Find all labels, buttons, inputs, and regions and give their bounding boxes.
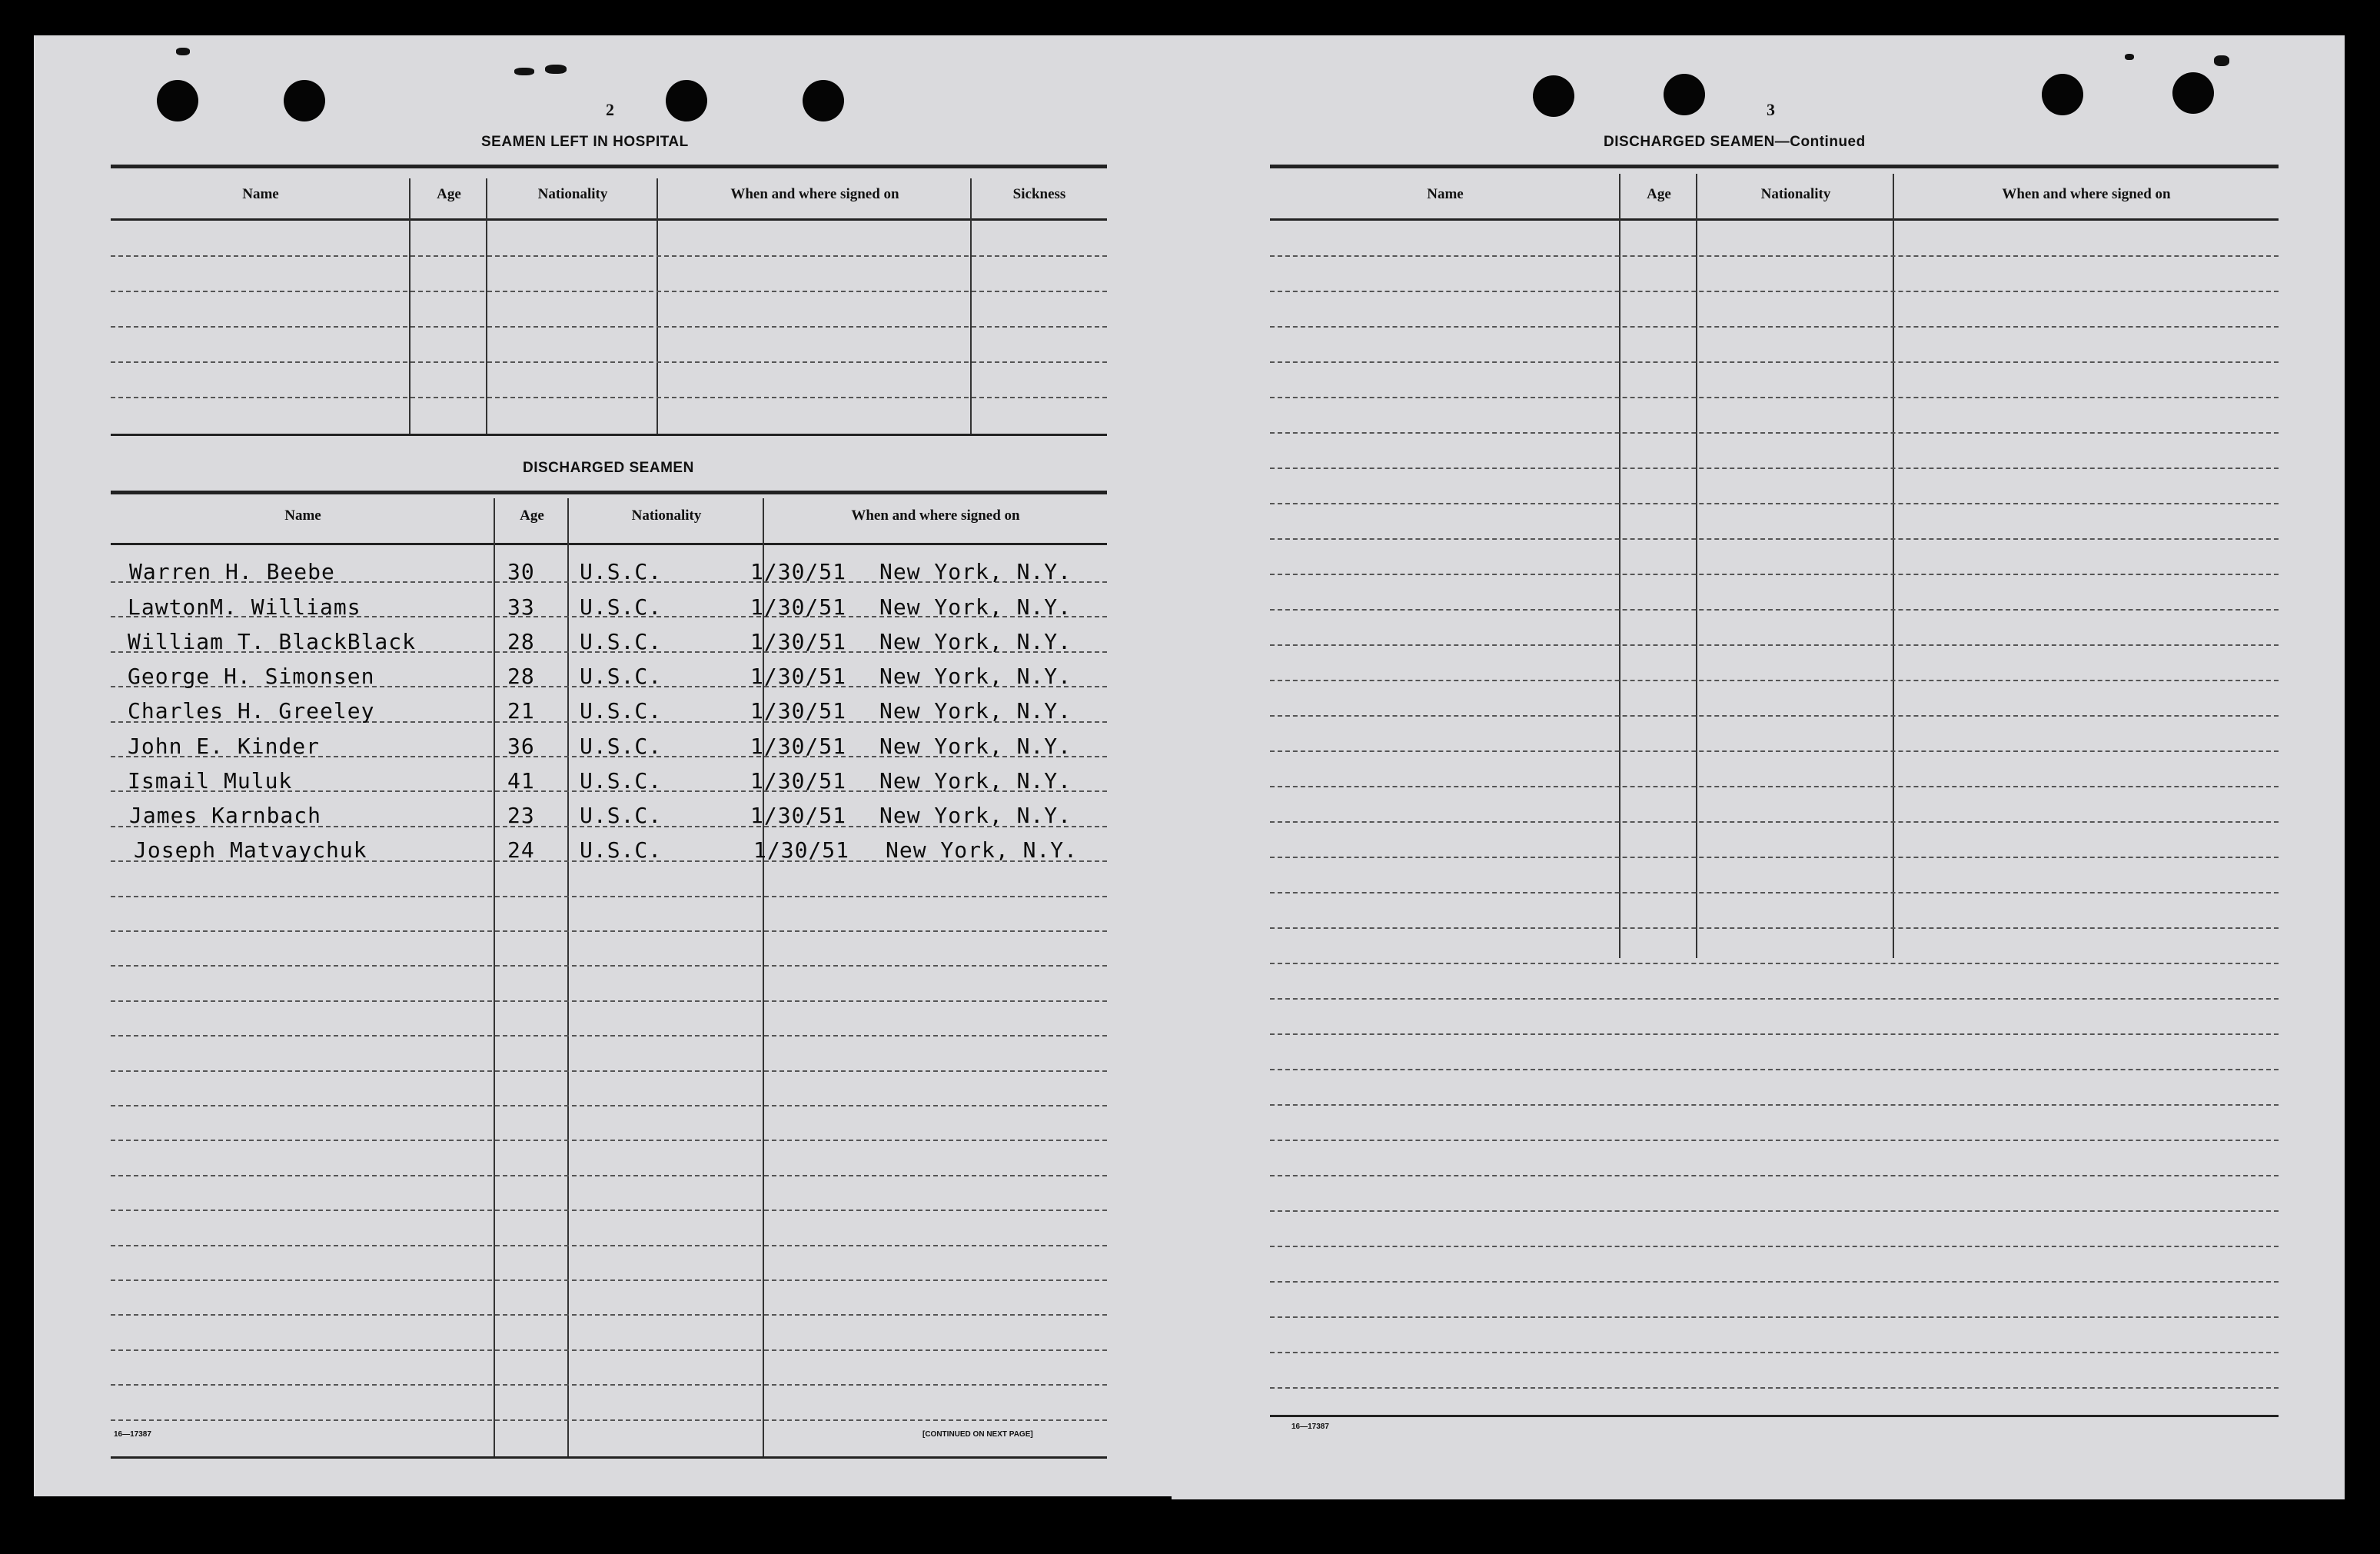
punch-hole [2042,74,2083,115]
row-place: New York, N.Y. [879,629,1072,654]
ruled-line [1270,892,2279,893]
row-nationality: U.S.C. [580,594,663,620]
ruled-line [111,1419,1107,1421]
ruled-line [1270,291,2279,292]
col-header-name: Name [284,507,321,524]
col-header-age: Age [520,507,544,524]
row-date: 1/30/51 [750,698,847,724]
page-number: 2 [606,100,614,119]
row-name: George H. Simonsen [128,664,375,689]
continued-note: [CONTINUED ON NEXT PAGE] [922,1430,1033,1439]
row-nationality: U.S.C. [580,837,663,863]
form-number: 16—17387 [114,1430,151,1439]
punch-hole [1664,74,1705,115]
ruled-line [111,1140,1107,1141]
ruled-line [111,1070,1107,1072]
ruled-line [111,1349,1107,1351]
row-date: 1/30/51 [750,734,847,759]
row-age: 36 [507,734,535,759]
ruled-line [1270,963,2279,964]
ruled-line [111,361,1107,363]
ruled-line [111,1314,1107,1316]
punch-hole [666,80,707,121]
ink-mark [2214,55,2229,66]
row-age: 28 [507,664,535,689]
row-age: 24 [507,837,535,863]
table-bottom-rule [111,1456,1107,1459]
row-nationality: U.S.C. [580,768,663,794]
ruled-line [111,1175,1107,1176]
header-rule [111,543,1107,545]
table-top-rule [111,491,1107,494]
ruled-line [1270,1387,2279,1389]
section-title: DISCHARGED SEAMEN—Continued [1604,134,1866,150]
ruled-line [1270,432,2279,434]
row-place: New York, N.Y. [879,768,1072,794]
ruled-line [1270,1033,2279,1035]
row-place: New York, N.Y. [879,559,1072,584]
row-age: 23 [507,803,535,828]
ruled-line [1270,1104,2279,1106]
row-nationality: U.S.C. [580,629,663,654]
left-page [34,35,1172,1496]
row-date: 1/30/51 [750,559,847,584]
ruled-line [111,896,1107,897]
form-number: 16—17387 [1291,1423,1329,1431]
row-place: New York, N.Y. [879,664,1072,689]
ruled-line [111,1384,1107,1386]
ruled-line [111,291,1107,292]
row-nationality: U.S.C. [580,664,663,689]
ruled-line [1270,1175,2279,1176]
row-name: John E. Kinder [128,734,321,759]
ruled-line [111,1245,1107,1246]
row-name: Charles H. Greeley [128,698,375,724]
table-bottom-rule [111,434,1107,436]
row-place: New York, N.Y. [879,594,1072,620]
page-number: 3 [1767,100,1775,119]
ink-mark [176,48,190,55]
header-rule [111,218,1107,221]
ruled-line [111,397,1107,398]
ink-mark [514,68,534,75]
ruled-line [1270,715,2279,717]
row-date: 1/30/51 [750,594,847,620]
row-date: 1/30/51 [750,664,847,689]
ruled-line [1270,821,2279,823]
ruled-line [111,326,1107,328]
discharged-section-title: DISCHARGED SEAMEN [523,460,694,476]
row-age: 21 [507,698,535,724]
row-name: Ismail Muluk [128,768,293,794]
ruled-line [111,930,1107,932]
ruled-line [111,1035,1107,1037]
punch-hole [1533,75,1574,117]
col-header-signed-on: When and where signed on [2002,186,2171,202]
punch-hole [284,80,325,121]
row-date: 1/30/51 [750,768,847,794]
right-page [1172,35,2345,1499]
ruled-line [1270,326,2279,328]
punch-hole [803,80,844,121]
ruled-line [111,965,1107,967]
ruled-line [1270,468,2279,469]
ruled-line [111,1000,1107,1002]
row-name: James Karnbach [129,803,322,828]
ruled-line [1270,750,2279,752]
row-date: 1/30/51 [750,803,847,828]
ruled-line [1270,609,2279,611]
ruled-line [1270,1316,2279,1318]
row-nationality: U.S.C. [580,734,663,759]
hospital-section-title: SEAMEN LEFT IN HOSPITAL [481,134,689,150]
ruled-line [111,1279,1107,1281]
col-header-age: Age [437,186,461,202]
header-rule [1270,218,2279,221]
row-place: New York, N.Y. [879,803,1072,828]
punch-hole [157,80,198,121]
col-header-signed-on: When and where signed on [851,507,1020,524]
col-header-sickness: Sickness [1012,186,1066,202]
row-nationality: U.S.C. [580,803,663,828]
row-name: Joseph Matvaychuk [134,837,367,863]
ink-mark [2125,54,2134,60]
ruled-line [1270,574,2279,575]
row-place: New York, N.Y. [886,837,1079,863]
row-age: 33 [507,594,535,620]
ruled-line [111,1210,1107,1211]
ruled-line [1270,361,2279,363]
col-header-signed-on: When and where signed on [730,186,899,202]
row-name: William T. BlackBlack [128,629,417,654]
ruled-line [111,1105,1107,1106]
row-date: 1/30/51 [753,837,850,863]
col-header-nationality: Nationality [537,186,608,202]
row-place: New York, N.Y. [879,698,1072,724]
row-name: LawtonM. Williams [128,594,361,620]
col-header-age: Age [1647,186,1671,202]
table-top-rule [111,165,1107,168]
ruled-line [1270,927,2279,929]
row-place: New York, N.Y. [879,734,1072,759]
ruled-line [1270,397,2279,398]
row-age: 41 [507,768,535,794]
ruled-line [1270,255,2279,257]
table-bottom-rule [1270,1415,2279,1417]
ruled-line [1270,644,2279,646]
col-header-nationality: Nationality [631,507,702,524]
ruled-line [1270,538,2279,540]
row-nationality: U.S.C. [580,698,663,724]
table-top-rule [1270,165,2279,168]
row-age: 28 [507,629,535,654]
ruled-line [1270,1352,2279,1353]
ruled-line [1270,1069,2279,1070]
ruled-line [1270,1140,2279,1141]
ruled-line [111,255,1107,257]
ruled-line [1270,1210,2279,1212]
ruled-line [1270,1246,2279,1247]
row-nationality: U.S.C. [580,559,663,584]
punch-hole [2172,72,2214,114]
ruled-line [1270,786,2279,787]
row-name: Warren H. Beebe [129,559,335,584]
col-header-name: Name [1427,186,1464,202]
col-header-name: Name [242,186,279,202]
ruled-line [1270,857,2279,858]
row-age: 30 [507,559,535,584]
row-date: 1/30/51 [750,629,847,654]
ruled-line [1270,1281,2279,1283]
ink-mark [545,65,567,74]
ruled-line [1270,998,2279,1000]
ruled-line [1270,503,2279,504]
col-header-nationality: Nationality [1760,186,1831,202]
ruled-line [1270,680,2279,681]
